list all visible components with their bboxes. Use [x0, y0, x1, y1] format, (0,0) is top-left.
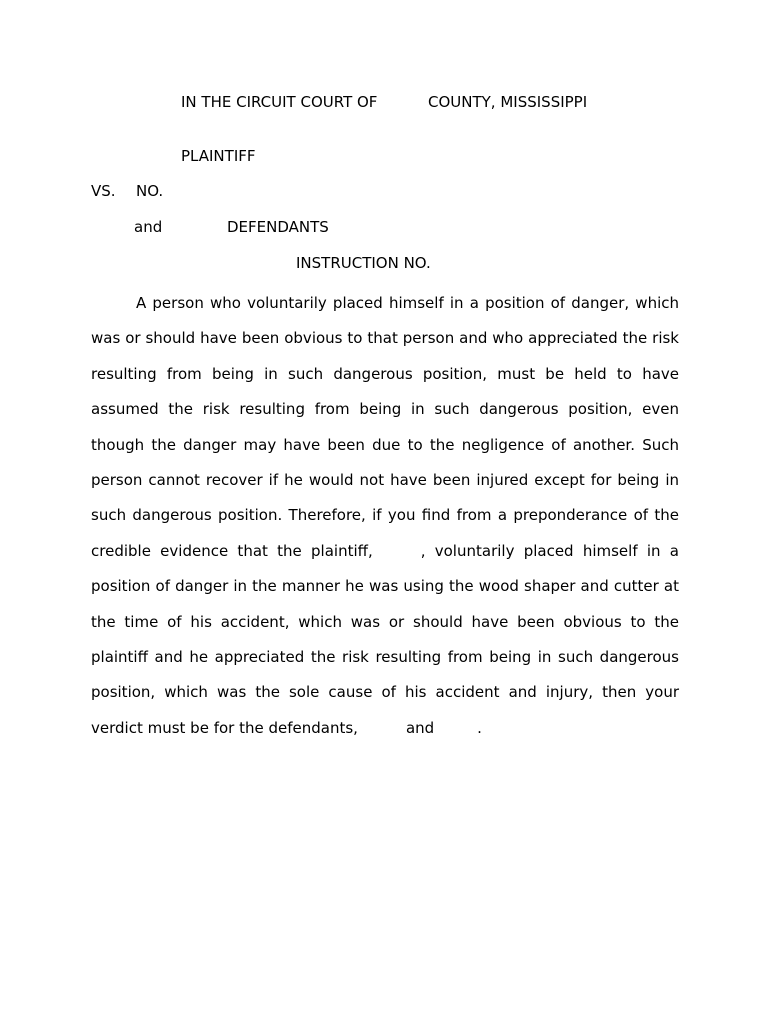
court-suffix: COUNTY, MISSISSIPPI [428, 93, 588, 111]
and-label: and [134, 218, 163, 236]
instruction-body-end: . [477, 718, 482, 737]
instruction-body-part2: , voluntarily placed himself in a position of danger in the manner he was using the wood shaper and cutter at the time of his accident, which was or should have been obvious to the plaintiff and he appreciated the risk resulting from being in such dangerous position, which was the sole cause of his accident and injury, then your verdict must be for the defendants, [91, 541, 679, 737]
vs-label: VS. [91, 182, 116, 200]
instruction-heading: INSTRUCTION NO. [296, 254, 431, 272]
plaintiff-label: PLAINTIFF [181, 147, 256, 165]
instruction-body [91, 286, 679, 746]
defendants-label: DEFENDANTS [227, 218, 329, 236]
instruction-body-part1: A person who voluntarily placed himself in a position of danger, which was or should have been obvious to that person and who appreciated the risk resulting from being in such dangerous position, must be held to have assumed the risk resulting from being in such dangerous position, even though the danger may have been due to the negligence of another. Such person cannot recover if he would not have been injured except for being in such dangerous position. Therefore, if you find from a preponderance of the credible evidence that the plaintiff, [91, 294, 679, 560]
court-prefix: IN THE CIRCUIT COURT OF [181, 93, 378, 111]
case-number-label: NO. [136, 182, 164, 200]
instruction-body-and: and [405, 718, 435, 737]
